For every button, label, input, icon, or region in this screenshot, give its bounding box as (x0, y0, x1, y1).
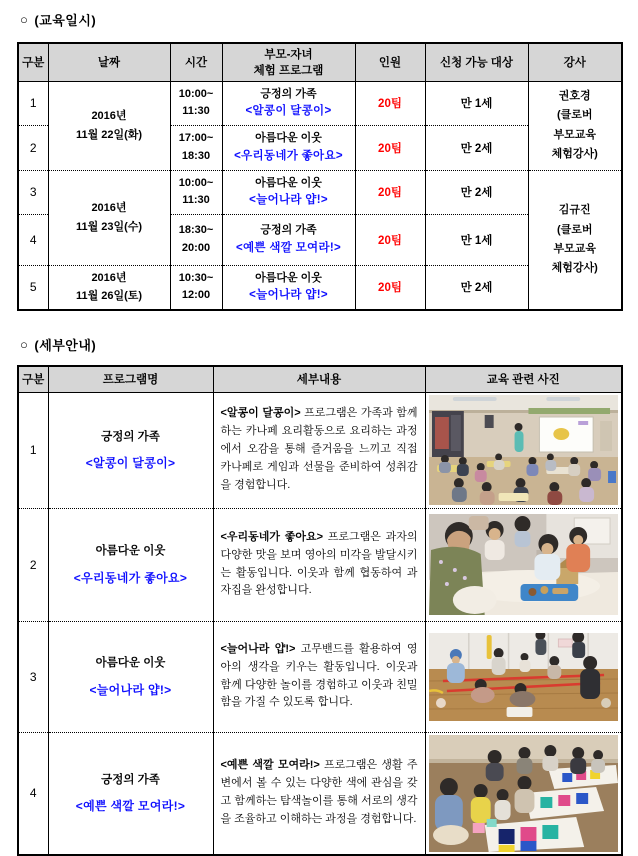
program-subtitle: <우리동네가 좋아요> (234, 149, 343, 162)
time-start: 17:00~ (178, 132, 214, 145)
program-subtitle: <늘어나라 얍!> (89, 682, 172, 697)
instructor-org-line: 체험강사) (551, 147, 598, 160)
row-number: 4 (18, 214, 48, 265)
program-name: 아름다운 이웃 (95, 657, 166, 670)
circle-bullet-icon: ○ (20, 12, 29, 27)
details-row-4 (18, 732, 622, 855)
photo-cell (425, 732, 622, 855)
time-end: 11:30 (182, 194, 210, 206)
program-subtitle: <늘어나라 얍!> (249, 289, 328, 302)
target-cell: 만 2세 (425, 170, 528, 214)
circle-bullet-icon: ○ (20, 337, 29, 352)
description-lead: <늘어나라 얍!> (220, 642, 296, 655)
row-number: 3 (18, 170, 48, 214)
program-name: 긍정의 가족 (101, 773, 160, 786)
date-cell (48, 265, 170, 310)
target-cell: 만 2세 (425, 125, 528, 170)
row-number: 2 (18, 125, 48, 170)
time-end: 12:00 (181, 289, 211, 302)
description-text: 프로그램은 생활 주변에서 볼 수 있는 다양한 색에 관심을 갖고 함께하는 탐색놀이를 통해 서로의 생각을 조율하고 이해하는 과정을 경험합니다. (220, 759, 418, 825)
description-cell (213, 508, 425, 621)
details-title-text: (세부안내) (34, 338, 97, 353)
time-cell (170, 214, 222, 265)
header-date: 날짜 (48, 43, 170, 81)
row-number: 4 (18, 732, 48, 855)
program-cell (48, 392, 213, 508)
header-program-line1: 부모-자녀 (264, 49, 313, 62)
target-cell: 만 2세 (425, 265, 528, 310)
program-subtitle: <알콩이 달콩이> (85, 456, 176, 471)
program-cell (222, 125, 355, 170)
instructor-cell (528, 81, 622, 170)
header-time: 시간 (170, 43, 222, 81)
program-name: 아름다운 이웃 (255, 271, 322, 284)
description-lead: <우리동네가 좋아요> (220, 530, 324, 543)
row-number: 5 (18, 265, 48, 310)
program-subtitle: <늘어나라 얍!> (249, 194, 328, 207)
time-cell (170, 170, 222, 214)
date-year: 2016년 (91, 109, 127, 122)
color-exploration-photo (429, 735, 618, 852)
instructor-name: 김규진 (558, 204, 591, 217)
instructor-org-line: 부모교육 (553, 242, 596, 255)
schedule-table (17, 42, 623, 311)
header-target: 신청 가능 대상 (425, 43, 528, 81)
instructor-cell (528, 170, 622, 310)
header-instructor: 강사 (528, 43, 622, 81)
teams-cell: 20팀 (355, 125, 425, 170)
instructor-org-line: (클로버 (556, 109, 593, 122)
header-program-line2: 체험 프로그램 (253, 65, 324, 78)
time-cell (170, 81, 222, 125)
schedule-row-1 (18, 81, 622, 125)
instructor-org-line: 체험강사) (551, 262, 598, 274)
teams-cell: 20팀 (355, 81, 425, 125)
details-header-row (18, 366, 622, 392)
time-cell (170, 265, 222, 310)
program-cell (222, 265, 355, 310)
time-end: 18:30 (181, 149, 211, 162)
details-table (17, 365, 623, 856)
program-name: 긍정의 가족 (260, 87, 317, 100)
header-teams: 인원 (355, 43, 425, 81)
program-cell (222, 170, 355, 214)
program-subtitle: <예쁜 색깔 모여라!> (75, 799, 186, 814)
schedule-header-row (18, 43, 622, 81)
program-subtitle: <알콩이 달콩이> (245, 105, 332, 118)
rubber-band-play-photo (429, 633, 618, 721)
schedule-row-3 (18, 170, 622, 214)
details-row-3 (18, 621, 622, 732)
teams-cell: 20팀 (355, 170, 425, 214)
program-subtitle: <예쁜 색깔 모여라!> (235, 241, 341, 254)
time-start: 10:30~ (178, 272, 214, 285)
photo-cell (425, 508, 622, 621)
row-number: 3 (18, 621, 48, 732)
date-monthday: 11월 22일(화) (75, 128, 143, 141)
target-cell: 만 1세 (425, 81, 528, 125)
time-start: 10:00~ (178, 176, 214, 189)
time-start: 10:00~ (178, 87, 214, 100)
description-cell (213, 621, 425, 732)
date-year: 2016년 (91, 271, 127, 284)
header-program (222, 43, 355, 81)
program-cell (222, 214, 355, 265)
instructor-name: 권호경 (558, 90, 591, 102)
date-monthday: 11월 23일(수) (75, 220, 143, 233)
target-cell: 만 1세 (425, 214, 528, 265)
program-cell (48, 508, 213, 621)
schedule-title-text: (교육일시) (34, 13, 97, 28)
time-cell (170, 125, 222, 170)
description-text: 고무밴드를 활용하여 영아의 생각을 키우는 활동입니다. 이웃과 함께 다양한 놀이를 경험하고 이웃과 친밀함을 가질 수 있도록 합니다. (220, 642, 418, 709)
header-content: 세부내용 (213, 366, 425, 392)
teams-cell: 20팀 (355, 265, 425, 310)
time-start: 18:30~ (178, 224, 214, 237)
description-text: 프로그램은 가족과 함께 하는 카나페 요리활동으로 요리하는 과정에서 오감을 통해 즐거움을 느끼고 직접 카나페로 게임과 선물을 준비하여 성취감을 경험합니다. (220, 407, 418, 491)
date-cell (48, 170, 170, 265)
header-program-name: 프로그램명 (48, 366, 213, 392)
program-name: 아름다운 이웃 (95, 545, 166, 558)
instructor-org-line: 부모교육 (553, 128, 596, 141)
date-cell (48, 81, 170, 170)
program-name: 긍정의 가족 (260, 224, 317, 237)
description-lead: <예쁜 색깔 모여라!> (220, 759, 320, 772)
time-end: 20:00 (181, 241, 211, 254)
program-name: 아름다운 이웃 (255, 132, 322, 145)
details-section-title (20, 335, 638, 354)
details-row-2 (18, 508, 622, 621)
teams-cell: 20팀 (355, 214, 425, 265)
header-no: 구분 (18, 366, 48, 392)
photo-cell (425, 621, 622, 732)
photo-cell (425, 392, 622, 508)
time-end: 11:30 (182, 105, 210, 117)
snack-house-activity-photo (429, 514, 618, 615)
header-photo: 교육 관련 사진 (425, 366, 622, 392)
program-cell (48, 732, 213, 855)
program-cell (48, 621, 213, 732)
program-cell (222, 81, 355, 125)
header-no: 구분 (18, 43, 48, 81)
program-name: 아름다운 이웃 (255, 176, 322, 189)
row-number: 1 (18, 81, 48, 125)
instructor-org-line: (클로버 (556, 223, 593, 236)
description-lead: <알콩이 달콩이> (220, 407, 301, 420)
schedule-section-title (20, 10, 638, 29)
details-row-1 (18, 392, 622, 508)
date-year: 2016년 (91, 201, 127, 214)
program-name: 긍정의 가족 (101, 430, 160, 443)
date-monthday: 11월 26일(토) (75, 290, 143, 303)
program-subtitle: <우리동네가 좋아요> (73, 570, 188, 585)
description-cell (213, 732, 425, 855)
classroom-lecture-photo (429, 395, 618, 505)
description-text: 프로그램은 과자의 다양한 맛을 보며 영아의 미각을 발달시키는 활동입니다. 이웃과 함께 협동하여 과자집을 완성합니다. (220, 530, 418, 597)
row-number: 2 (18, 508, 48, 621)
description-cell (213, 392, 425, 508)
row-number: 1 (18, 392, 48, 508)
